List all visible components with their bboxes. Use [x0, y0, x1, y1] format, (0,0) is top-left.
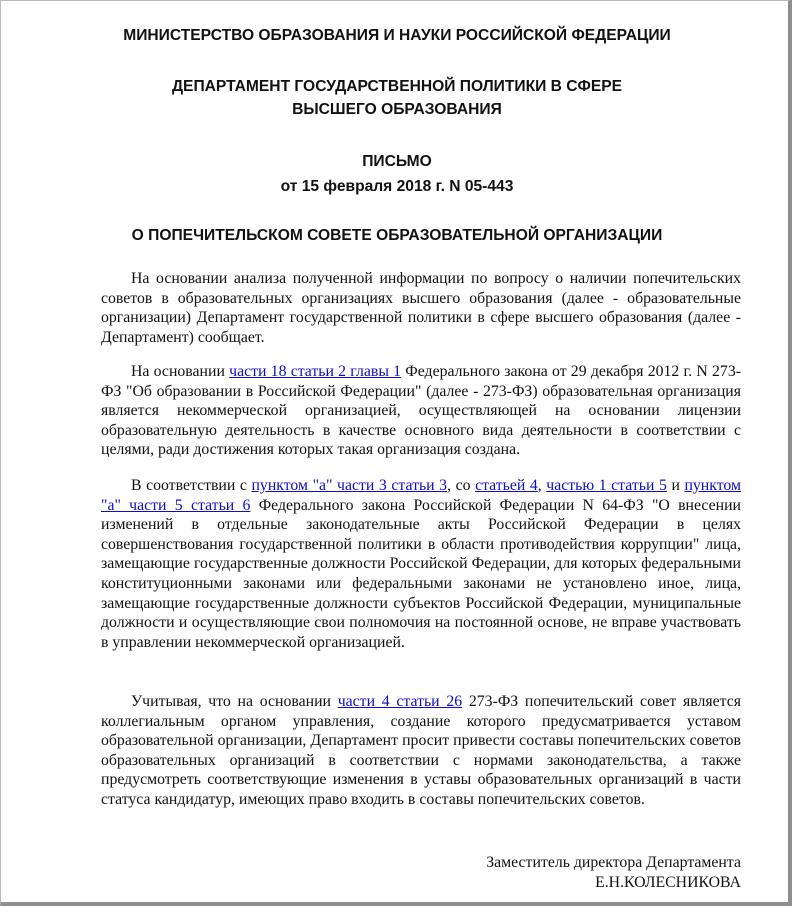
paragraph-1: На основании анализа полученной информации по вопросу о наличии попечительских советов в образовательных организациях высшего образования (далее - образовательные организации) Департамент государственной политики в сфере высшего образования (далее - Департамент) сообщает. [101, 270, 741, 346]
link-punkt-a-chasti-3-stati-3[interactable]: пунктом "а" части 3 статьи 3 [251, 477, 448, 494]
paragraph-4-end: 273-ФЗ попечительский совет является коллегиальным органом управления, создание которого предусматривается уставом образовательной организации, Департамент просит привести составы попечительских советов образовательных организаций в соответствии с нормами законодательства, а также предусмотреть соответствующие изменения в уставы образовательных организаций в части статуса кандидатур, имеющих право входить в составы попечительских советов. [101, 693, 742, 808]
paragraph-2-end: Федерального закона от 29 декабря 2012 г. N 273-ФЗ "Об образовании в Российской Федерации" (далее - 273-ФЗ) образовательная организация является некоммерческой организацией, осуществляющей на основании лицензии образовательную деятельность в качестве основного вида деятельности в соответствии с целями, ради достижения которых такая организация создана. [101, 363, 741, 459]
ministry-heading: МИНИСТЕРСТВО ОБРАЗОВАНИЯ И НАУКИ РОССИЙСКОЙ ФЕДЕРАЦИИ [123, 27, 671, 44]
department-heading-line2: ВЫСШЕГО ОБРАЗОВАНИЯ [292, 101, 502, 118]
link-statya-4[interactable]: статьей 4 [475, 477, 538, 494]
paragraph-3-sep2: , [537, 477, 547, 494]
paragraph-2 [101, 362, 741, 460]
paragraph-4 [101, 692, 741, 810]
paragraph-3-start: В соответствии с [131, 477, 252, 494]
document-subject: О ПОПЕЧИТЕЛЬСКОМ СОВЕТЕ ОБРАЗОВАТЕЛЬНОЙ ОРГАНИЗАЦИИ [131, 227, 663, 244]
paragraph-3-sep1: , со [447, 477, 476, 494]
paragraph-2-start: На основании [131, 363, 230, 380]
link-chast-4-stati-26[interactable]: части 4 статьи 26 [337, 693, 463, 710]
paragraph-4-start: Учитывая, что на основании [131, 693, 338, 710]
link-chast-1-stati-5[interactable]: частью 1 статьи 5 [546, 477, 667, 494]
document-type: ПИСЬМО [362, 153, 432, 170]
paragraph-3-end: Федерального закона Российской Федерации N 64-ФЗ "О внесении изменений в отдельные законодательные акты Российской Федерации в целях совершенствования государственной политики в области противодействия коррупции" лица, замещающие государственные должности Российской Федерации, для которых федеральными конституционными законами или федеральными законами не установлено иное, лица, замещающие государственные должности субъектов Российской Федерации, муниципальные должности и осуществляющие свои полномочия на постоянной основе, не вправе участвовать в управлении некоммерческой организацией. [101, 496, 741, 651]
link-punkt-a-chasti-5-stati-6[interactable]: пунктом "а" части 5 статьи 6 [101, 477, 742, 514]
department-heading-line1: ДЕПАРТАМЕНТ ГОСУДАРСТВЕННОЙ ПОЛИТИКИ В СФЕРЕ [171, 78, 623, 95]
paragraph-3 [101, 476, 741, 652]
signature-name: Е.Н.КОЛЕСНИКОВА [595, 874, 741, 891]
paragraph-3-sep3: и [666, 477, 685, 494]
document-date-number: от 15 февраля 2018 г. N 05-443 [280, 178, 514, 195]
link-chast-18-stati-2[interactable]: части 18 статьи 2 главы 1 [229, 363, 402, 380]
signature-position: Заместитель директора Департамента [486, 854, 741, 871]
